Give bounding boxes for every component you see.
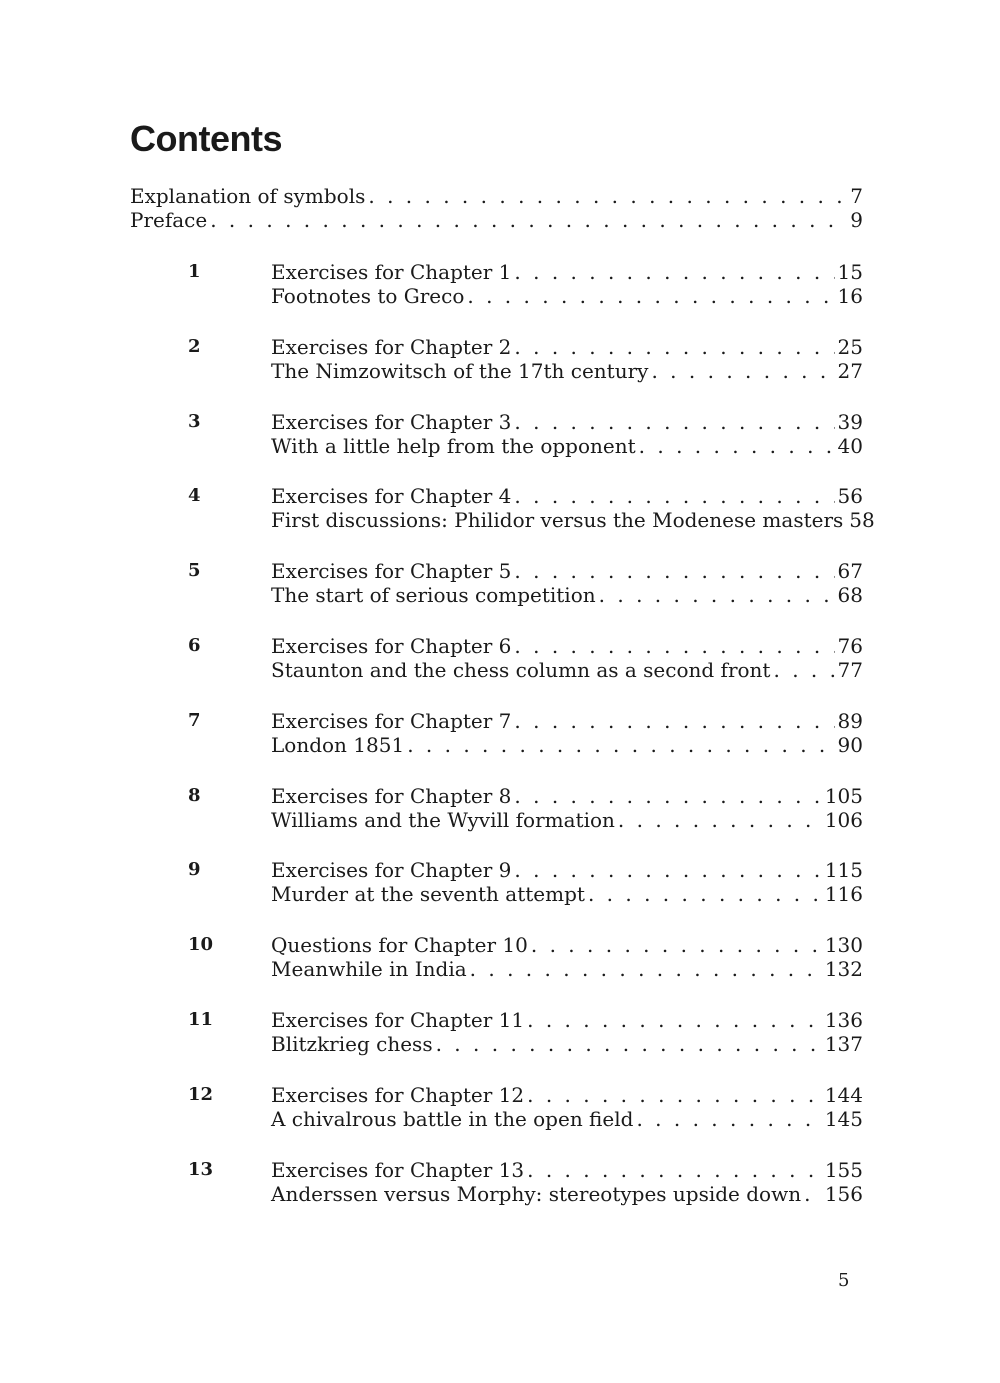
chapter-block xyxy=(188,410,863,470)
chapter-entries xyxy=(271,634,863,682)
toc-entry-label: London 1851 xyxy=(271,733,405,757)
chapter-entries xyxy=(271,1083,863,1131)
chapter-number: 8 xyxy=(188,785,201,806)
toc-entry-page: 89 xyxy=(837,709,863,733)
toc-entry-page: 136 xyxy=(824,1008,863,1032)
toc-entry-page: 77 xyxy=(837,658,863,682)
chapter-number: 6 xyxy=(188,635,201,656)
toc-entry-label: Exercises for Chapter 5 xyxy=(271,559,512,583)
toc-entry-page: 67 xyxy=(837,559,863,583)
toc-entry[interactable] xyxy=(271,634,863,658)
toc-entry[interactable] xyxy=(271,808,863,832)
chapter-entries xyxy=(271,260,863,308)
toc-entry[interactable] xyxy=(271,709,863,733)
dot-leader xyxy=(527,1083,822,1107)
toc-entry-label: Questions for Chapter 10 xyxy=(271,933,528,957)
toc-entry[interactable] xyxy=(271,559,863,583)
chapter-entries xyxy=(271,709,863,757)
toc-entry-label: Murder at the seventh attempt xyxy=(271,882,585,906)
dot-leader xyxy=(210,208,847,232)
toc-entry[interactable] xyxy=(271,1182,863,1206)
toc-entry-label: Exercises for Chapter 13 xyxy=(271,1158,525,1182)
toc-entry-label: Exercises for Chapter 6 xyxy=(271,634,512,658)
dot-leader xyxy=(514,484,834,508)
toc-entry-page: 27 xyxy=(837,359,863,383)
toc-entry-page: 156 xyxy=(824,1182,863,1206)
chapter-block xyxy=(188,1158,863,1218)
dot-leader xyxy=(467,284,834,308)
toc-entry-label: With a little help from the opponent xyxy=(271,434,636,458)
toc-entry[interactable] xyxy=(271,1032,863,1056)
dot-leader xyxy=(618,808,822,832)
dot-leader xyxy=(407,733,834,757)
chapter-block xyxy=(188,634,863,694)
toc-entry-label: Anderssen versus Morphy: stereotypes upside down xyxy=(271,1182,802,1206)
chapter-block xyxy=(188,559,863,619)
dot-leader xyxy=(514,335,834,359)
toc-entry[interactable] xyxy=(271,410,863,434)
toc-entry[interactable] xyxy=(271,1083,863,1107)
toc-entry-label: Exercises for Chapter 12 xyxy=(271,1083,525,1107)
toc-entry-page: 137 xyxy=(824,1032,863,1056)
toc-entry-page: 7 xyxy=(850,184,863,208)
chapter-entries xyxy=(271,933,863,981)
chapter-number: 3 xyxy=(188,411,201,432)
page-number: 5 xyxy=(838,1270,850,1291)
toc-entry-page: 115 xyxy=(824,858,863,882)
toc-entry-label: Meanwhile in India xyxy=(271,957,467,981)
front-matter-list xyxy=(130,184,863,232)
chapter-number: 7 xyxy=(188,710,201,731)
toc-entry-page: 25 xyxy=(837,335,863,359)
toc-entry[interactable] xyxy=(271,508,875,532)
toc-entry[interactable] xyxy=(271,583,863,607)
toc-entry-page: 106 xyxy=(824,808,863,832)
toc-entry-page: 58 xyxy=(849,508,875,532)
dot-leader xyxy=(470,957,822,981)
chapter-number: 2 xyxy=(188,336,201,357)
toc-entry-label: Staunton and the chess column as a second front xyxy=(271,658,771,682)
toc-entry-page: 116 xyxy=(824,882,863,906)
chapter-number: 5 xyxy=(188,560,201,581)
toc-entry[interactable] xyxy=(271,1158,863,1182)
toc-entry-page: 90 xyxy=(837,733,863,757)
chapter-number: 13 xyxy=(188,1159,214,1180)
dot-leader xyxy=(531,933,822,957)
toc-entry-page: 16 xyxy=(837,284,863,308)
toc-entry-page: 155 xyxy=(824,1158,863,1182)
toc-entry[interactable] xyxy=(271,1107,863,1131)
toc-entry-page: 144 xyxy=(824,1083,863,1107)
toc-entry[interactable] xyxy=(271,882,863,906)
toc-entry-page: 56 xyxy=(837,484,863,508)
dot-leader xyxy=(436,1032,822,1056)
toc-entry-label: The start of serious competition xyxy=(271,583,596,607)
chapter-block xyxy=(188,933,863,993)
toc-entry-label: Exercises for Chapter 9 xyxy=(271,858,512,882)
toc-entry-label: Exercises for Chapter 11 xyxy=(271,1008,525,1032)
dot-leader xyxy=(514,260,834,284)
toc-entry-page: 76 xyxy=(837,634,863,658)
chapter-block xyxy=(188,709,863,769)
toc-entry-label: Blitzkrieg chess xyxy=(271,1032,433,1056)
dot-leader xyxy=(514,634,834,658)
toc-entry[interactable] xyxy=(130,208,863,232)
toc-entry[interactable] xyxy=(271,335,863,359)
toc-entry-label: Exercises for Chapter 4 xyxy=(271,484,512,508)
toc-entry-label: Exercises for Chapter 3 xyxy=(271,410,512,434)
toc-entry-page: 9 xyxy=(850,208,863,232)
chapter-entries xyxy=(271,410,863,458)
toc-entry[interactable] xyxy=(271,858,863,882)
toc-entry-label: Preface xyxy=(130,208,208,232)
dot-leader xyxy=(773,658,834,682)
toc-entry-label: Exercises for Chapter 8 xyxy=(271,784,512,808)
toc-entry-page: 15 xyxy=(837,260,863,284)
toc-entry-label: A chivalrous battle in the open field xyxy=(271,1107,634,1131)
dot-leader xyxy=(514,559,834,583)
toc-entry-page: 132 xyxy=(824,957,863,981)
toc-entry-label: Exercises for Chapter 2 xyxy=(271,335,512,359)
toc-entry-label: Exercises for Chapter 7 xyxy=(271,709,512,733)
chapter-number: 4 xyxy=(188,485,201,506)
toc-entry-page: 130 xyxy=(824,933,863,957)
dot-leader xyxy=(514,858,821,882)
toc-entry[interactable] xyxy=(130,184,863,208)
dot-leader xyxy=(636,1107,821,1131)
toc-entry[interactable] xyxy=(271,284,863,308)
chapter-number: 10 xyxy=(188,934,214,955)
toc-entry[interactable] xyxy=(271,359,863,383)
toc-entry[interactable] xyxy=(271,1008,863,1032)
toc-entry-label: The Nimzowitsch of the 17th century xyxy=(271,359,649,383)
chapter-entries xyxy=(271,559,863,607)
dot-leader xyxy=(514,784,821,808)
dot-leader xyxy=(599,583,835,607)
dot-leader xyxy=(804,1182,822,1206)
chapter-number: 11 xyxy=(188,1009,214,1030)
chapter-block xyxy=(188,784,863,844)
toc-entry-page: 40 xyxy=(837,434,863,458)
dot-leader xyxy=(651,359,834,383)
toc-entry-label: Footnotes to Greco xyxy=(271,284,465,308)
chapter-number: 12 xyxy=(188,1084,214,1105)
chapter-block xyxy=(188,1008,863,1068)
dot-leader xyxy=(527,1008,822,1032)
chapter-number: 1 xyxy=(188,261,201,282)
dot-leader xyxy=(514,709,834,733)
toc-entry-label: Williams and the Wyvill formation xyxy=(271,808,615,832)
chapter-block xyxy=(188,858,863,918)
toc-entry[interactable] xyxy=(271,434,863,458)
chapter-entries xyxy=(271,784,863,832)
toc-entry-label: First discussions: Philidor versus the Modenese masters xyxy=(271,508,844,532)
toc-entry-page: 105 xyxy=(824,784,863,808)
chapter-block xyxy=(188,484,875,544)
chapter-block xyxy=(188,1083,863,1143)
dot-leader xyxy=(368,184,847,208)
toc-entry-page: 39 xyxy=(837,410,863,434)
toc-entry[interactable] xyxy=(271,733,863,757)
dot-leader xyxy=(588,882,822,906)
toc-entry-page: 145 xyxy=(824,1107,863,1131)
chapter-entries xyxy=(271,335,863,383)
toc-entry-label: Exercises for Chapter 1 xyxy=(271,260,512,284)
chapter-number: 9 xyxy=(188,859,201,880)
toc-entry-page: 68 xyxy=(837,583,863,607)
toc-entry[interactable] xyxy=(271,784,863,808)
toc-entry[interactable] xyxy=(271,484,863,508)
chapter-entries xyxy=(271,484,875,532)
chapter-entries xyxy=(271,1158,863,1206)
chapter-block xyxy=(188,335,863,395)
toc-entry[interactable] xyxy=(271,957,863,981)
dot-leader xyxy=(639,434,835,458)
chapter-entries xyxy=(271,1008,863,1056)
toc-entry[interactable] xyxy=(271,658,863,682)
chapter-entries xyxy=(271,858,863,906)
toc-entry[interactable] xyxy=(271,260,863,284)
toc-entry-label: Explanation of symbols xyxy=(130,184,366,208)
chapter-block xyxy=(188,260,863,320)
dot-leader xyxy=(514,410,834,434)
dot-leader xyxy=(527,1158,822,1182)
toc-entry[interactable] xyxy=(271,933,863,957)
page-title: Contents xyxy=(130,118,282,159)
